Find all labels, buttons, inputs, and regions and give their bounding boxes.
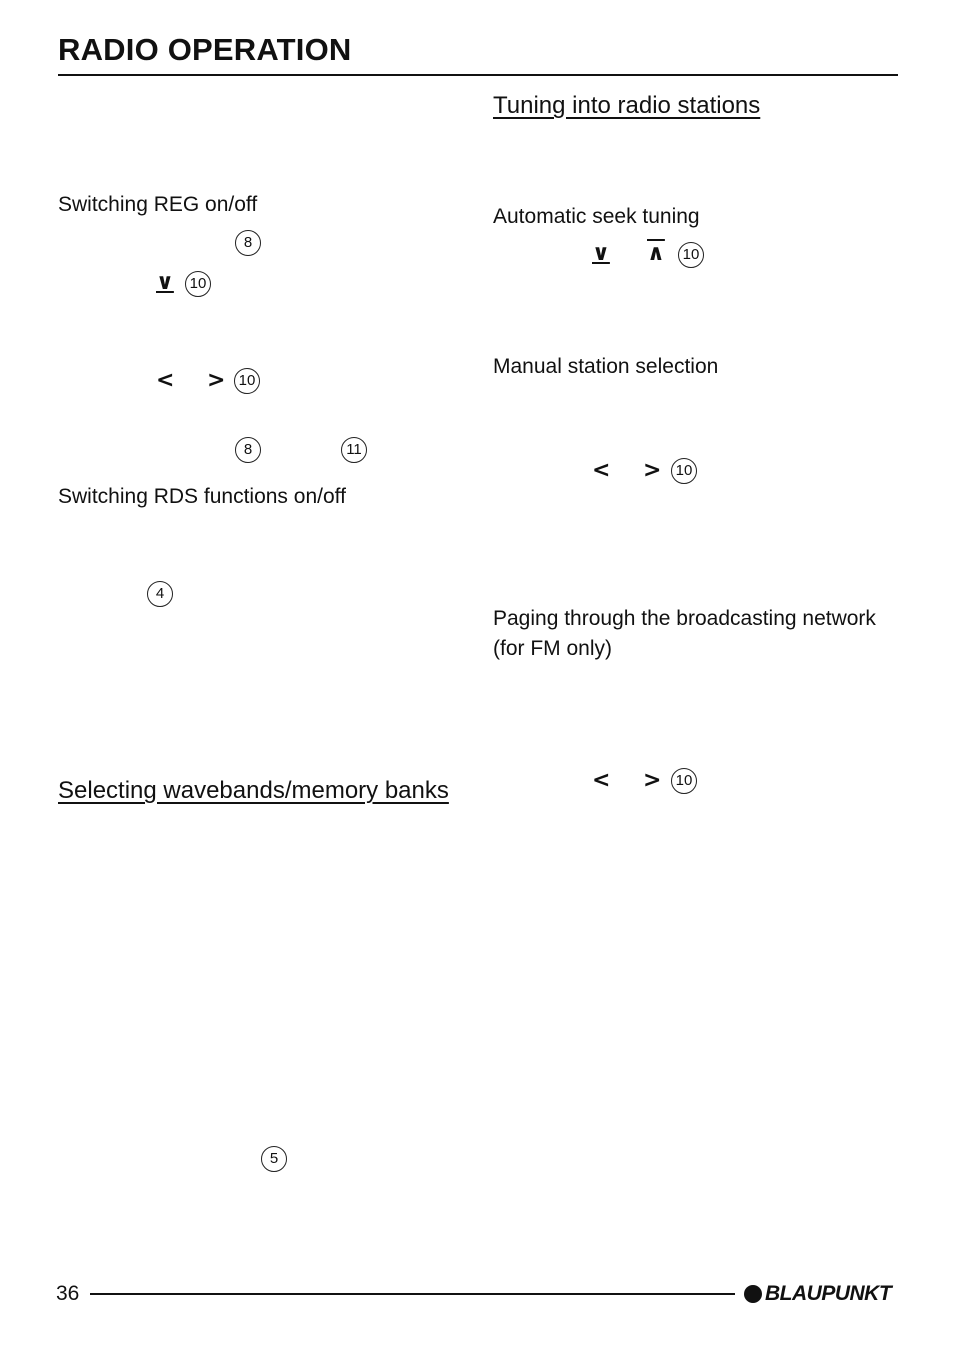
reg-heading: Switching REG on/off (58, 193, 258, 216)
brand-dot-icon (744, 1285, 762, 1303)
ref-8-button-icon: 8 (235, 230, 261, 256)
ref-11-button-icon: 11 (341, 437, 367, 463)
ref-10-button-icon: 10 (678, 242, 704, 268)
ref-4-button-icon: 4 (147, 581, 173, 607)
ref-5-button-icon: 5 (261, 1146, 287, 1172)
title-divider (58, 74, 898, 76)
brand-logo (744, 1282, 891, 1306)
up-arrow-icon: ∧ (647, 241, 665, 266)
paging-heading: Paging through the broadcasting network (for FM only) (493, 607, 876, 660)
down-arrow-icon: ∨ (156, 270, 174, 295)
footer-divider (90, 1293, 735, 1295)
rds-heading: Switching RDS functions on/off (58, 485, 346, 508)
down-arrow-icon: ∨ (592, 241, 610, 266)
ref-10-button-icon: 10 (234, 368, 260, 394)
right-arrow-icon: > (643, 458, 662, 483)
seek-heading: Automatic seek tuning (493, 205, 700, 228)
page-title: RADIO OPERATION (58, 32, 352, 67)
right-arrow-icon: > (207, 368, 226, 393)
manual-heading: Manual station selection (493, 355, 719, 378)
tuning-heading: Tuning into radio stations (493, 92, 761, 119)
left-arrow-icon: < (156, 368, 175, 393)
page-number: 36 (56, 1282, 80, 1305)
brand-name: BLAUPUNKT (765, 1282, 892, 1305)
ref-8-button-icon: 8 (235, 437, 261, 463)
ref-10-button-icon: 10 (671, 458, 697, 484)
left-arrow-icon: < (592, 768, 611, 793)
wavebands-heading: Selecting wavebands/memory banks (58, 777, 449, 804)
ref-10-button-icon: 10 (185, 271, 211, 297)
ref-10-button-icon: 10 (671, 768, 697, 794)
right-arrow-icon: > (643, 768, 662, 793)
left-arrow-icon: < (592, 458, 611, 483)
